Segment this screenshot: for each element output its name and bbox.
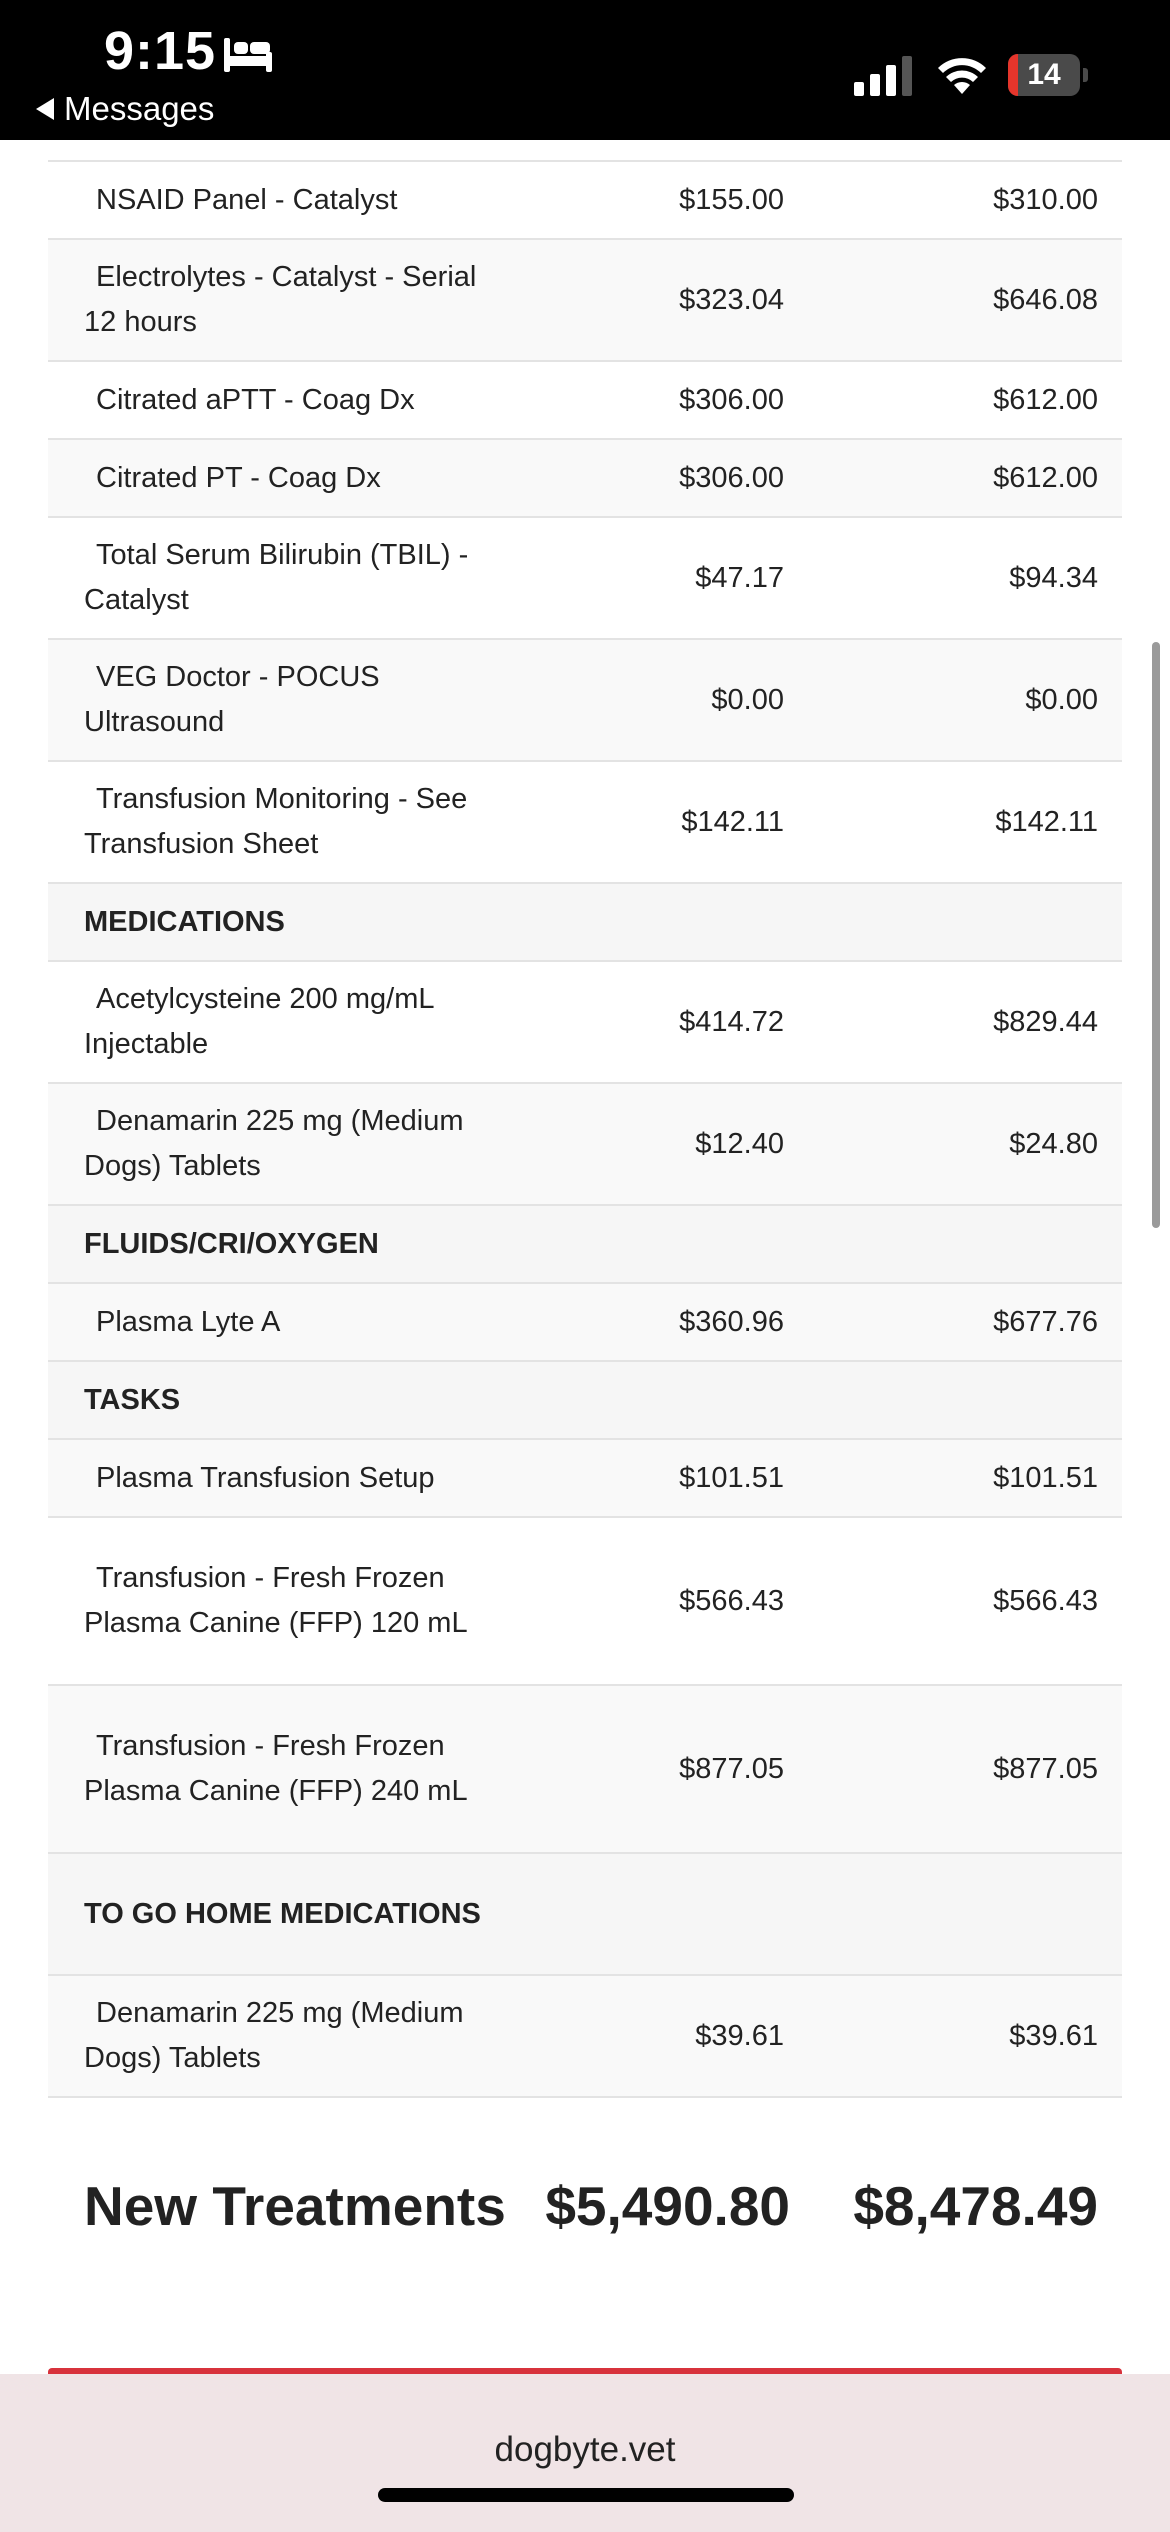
item-low-price: $323.04 bbox=[679, 283, 784, 316]
table-row bbox=[48, 1084, 1122, 1206]
table-row bbox=[48, 518, 1122, 640]
item-name: Transfusion Monitoring - See Transfusion Sheet bbox=[84, 783, 468, 860]
totals-label: New Treatments bbox=[84, 2175, 506, 2237]
item-high-price: $829.44 bbox=[993, 1005, 1098, 1038]
item-low-price: $0.00 bbox=[711, 683, 784, 716]
item-high-price: $612.00 bbox=[993, 461, 1098, 494]
item-low-price: $877.05 bbox=[679, 1752, 784, 1785]
section-title: TO GO HOME MEDICATIONS bbox=[84, 1897, 481, 1930]
signal-icon bbox=[854, 56, 914, 96]
table-row bbox=[48, 362, 1122, 440]
item-low-price: $101.51 bbox=[679, 1461, 784, 1494]
back-label: Messages bbox=[64, 90, 215, 127]
item-high-price: $94.34 bbox=[1009, 561, 1098, 594]
item-name: Citrated PT - Coag Dx bbox=[96, 461, 381, 494]
item-high-price: $566.43 bbox=[993, 1584, 1098, 1617]
item-low-price: $12.40 bbox=[695, 1127, 784, 1160]
section-header-row bbox=[48, 884, 1122, 962]
totals-low: $5,490.80 bbox=[545, 2175, 790, 2237]
table-row bbox=[48, 1976, 1122, 2098]
item-name: NSAID Panel - Catalyst bbox=[96, 183, 398, 216]
item-name: Denamarin 225 mg (Medium Dogs) Tablets bbox=[84, 1997, 464, 2074]
item-name: Acetylcysteine 200 mg/mL Injectable bbox=[84, 983, 434, 1060]
item-high-price: $0.00 bbox=[1025, 683, 1098, 716]
section-header-row bbox=[48, 1206, 1122, 1284]
battery-icon bbox=[1008, 54, 1088, 96]
table-row bbox=[48, 1686, 1122, 1854]
battery-percent: 14 bbox=[1027, 58, 1061, 91]
item-name: Plasma Lyte A bbox=[96, 1305, 281, 1338]
item-low-price: $306.00 bbox=[679, 383, 784, 416]
totals-high: $8,478.49 bbox=[853, 2175, 1098, 2237]
item-low-price: $566.43 bbox=[679, 1584, 784, 1617]
table-row bbox=[48, 1518, 1122, 1686]
browser-address-bar[interactable] bbox=[0, 2374, 1170, 2532]
table-row bbox=[48, 762, 1122, 884]
back-to-messages-button[interactable] bbox=[36, 90, 214, 128]
clock: 9:15 bbox=[104, 21, 217, 81]
item-high-price: $101.51 bbox=[993, 1461, 1098, 1494]
item-name: VEG Doctor - POCUS Ultrasound bbox=[84, 661, 380, 738]
item-high-price: $646.08 bbox=[993, 283, 1098, 316]
wifi-icon bbox=[936, 54, 988, 96]
table-row bbox=[48, 162, 1122, 240]
table-row bbox=[48, 240, 1122, 362]
item-name: Total Serum Bilirubin (TBIL) - Catalyst bbox=[84, 539, 469, 616]
table-row bbox=[48, 440, 1122, 518]
item-high-price: $877.05 bbox=[993, 1752, 1098, 1785]
table-row bbox=[48, 1284, 1122, 1362]
scroll-indicator[interactable] bbox=[1152, 642, 1160, 1228]
item-name: Transfusion - Fresh Frozen Plasma Canine (FFP) 120 mL bbox=[84, 1562, 468, 1639]
table-row bbox=[48, 1440, 1122, 1518]
item-high-price: $677.76 bbox=[993, 1305, 1098, 1338]
table-row bbox=[48, 640, 1122, 762]
item-name: Citrated aPTT - Coag Dx bbox=[96, 383, 415, 416]
item-low-price: $306.00 bbox=[679, 461, 784, 494]
url-text[interactable]: dogbyte.vet bbox=[494, 2430, 676, 2469]
item-high-price: $612.00 bbox=[993, 383, 1098, 416]
item-name: Transfusion - Fresh Frozen Plasma Canine (FFP) 240 mL bbox=[84, 1730, 468, 1807]
item-high-price: $142.11 bbox=[995, 805, 1098, 838]
item-low-price: $142.11 bbox=[681, 805, 784, 838]
item-low-price: $414.72 bbox=[679, 1005, 784, 1038]
back-arrow-icon bbox=[36, 98, 54, 120]
item-high-price: $310.00 bbox=[993, 183, 1098, 216]
item-low-price: $360.96 bbox=[679, 1305, 784, 1338]
item-name: Denamarin 225 mg (Medium Dogs) Tablets bbox=[84, 1105, 464, 1182]
status-bar bbox=[0, 0, 1170, 140]
item-name: Plasma Transfusion Setup bbox=[96, 1461, 435, 1494]
item-high-price: $39.61 bbox=[1009, 2019, 1098, 2052]
section-title: TASKS bbox=[84, 1383, 181, 1416]
section-header-row bbox=[48, 1854, 1122, 1976]
totals-row bbox=[48, 2160, 1122, 2250]
bed-icon bbox=[222, 34, 274, 74]
item-low-price: $155.00 bbox=[679, 183, 784, 216]
item-low-price: $47.17 bbox=[695, 561, 784, 594]
section-title: MEDICATIONS bbox=[84, 905, 285, 938]
treatment-estimate-table bbox=[48, 160, 1122, 2098]
item-low-price: $39.61 bbox=[695, 2019, 784, 2052]
section-title: FLUIDS/CRI/OXYGEN bbox=[84, 1227, 379, 1260]
table-row bbox=[48, 962, 1122, 1084]
home-indicator[interactable] bbox=[378, 2488, 794, 2502]
item-name: Electrolytes - Catalyst - Serial 12 hours bbox=[84, 261, 477, 338]
item-high-price: $24.80 bbox=[1009, 1127, 1098, 1160]
section-header-row bbox=[48, 1362, 1122, 1440]
